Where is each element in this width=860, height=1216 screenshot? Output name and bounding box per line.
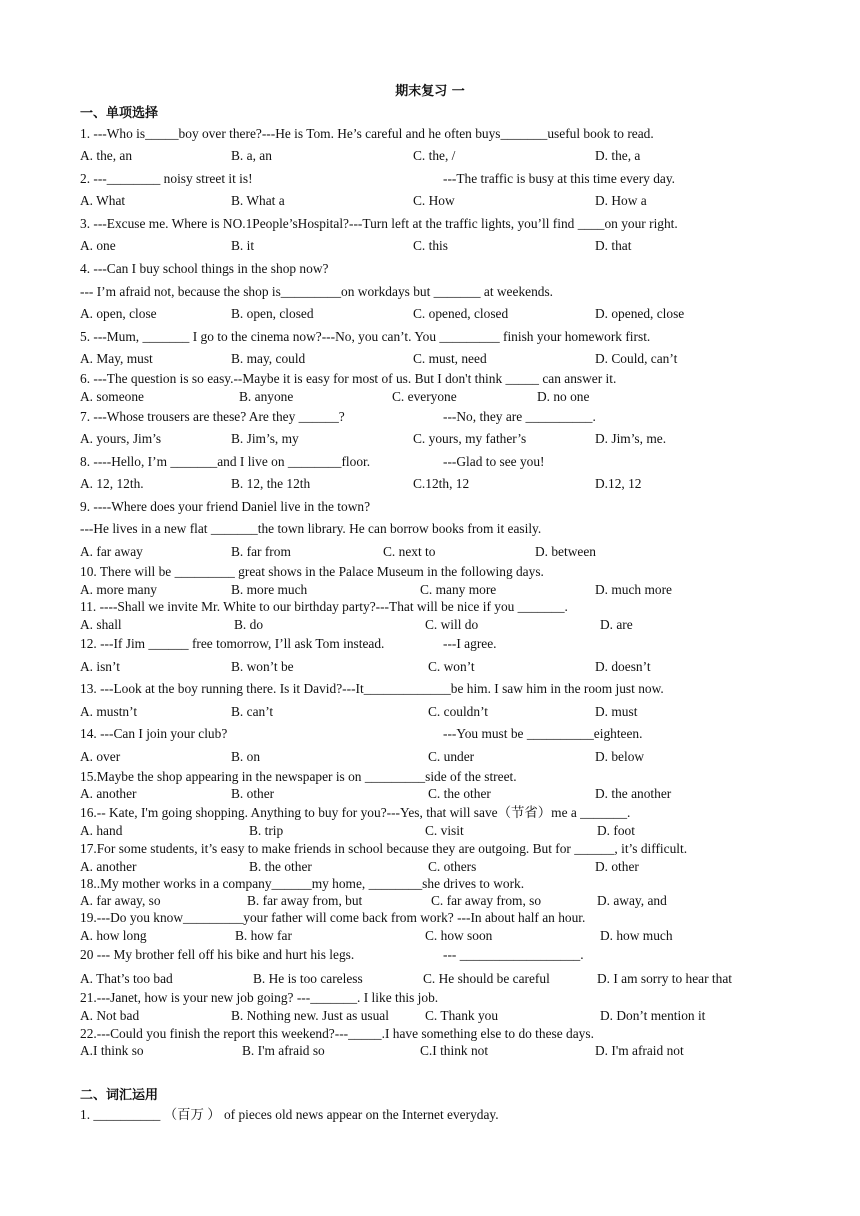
question-17-option-d: D. other <box>595 859 639 874</box>
question-18-option-a: A. far away, so <box>80 893 161 908</box>
question-17-option-c: C. others <box>428 859 477 874</box>
question-7-option-a: A. yours, Jim’s <box>80 431 162 446</box>
question-3-option-a: A. one <box>80 238 116 253</box>
question-2-option-b: B. What a <box>231 193 285 208</box>
question-19-line-1: 19.---Do you know_________your father will come back from work? ---In about half an hour. <box>80 910 586 925</box>
question-12-option-d: D. doesn’t <box>595 659 651 674</box>
question-1-option-d: D. the, a <box>595 148 641 163</box>
question-16-option-c: C. visit <box>425 823 464 838</box>
section-heading-vocabulary: 二、词汇运用 <box>80 1088 159 1103</box>
question-3-option-c: C. this <box>413 238 448 253</box>
vocab-question: 1. __________ （百万 ） of pieces old news appear on the Internet everyday. <box>80 1107 499 1122</box>
question-13-option-a: A. mustn’t <box>80 704 138 719</box>
question-21-option-b: B. Nothing new. Just as usual <box>231 1008 389 1023</box>
question-8-option-c: C.12th, 12 <box>413 476 470 491</box>
question-20-reply: --- __________________. <box>443 947 584 962</box>
question-20-line-1: 20 --- My brother fell off his bike and hurt his legs. <box>80 947 355 962</box>
question-21-option-d: D. Don’t mention it <box>600 1008 706 1023</box>
question-18-option-c: C. far away from, so <box>431 893 542 908</box>
question-9-option-a: A. far away <box>80 544 143 559</box>
question-14-reply: ---You must be __________eighteen. <box>443 726 643 741</box>
question-3-option-d: D. that <box>595 238 632 253</box>
question-4-line-2: --- I’m afraid not, because the shop is_________on workdays but _______ at weekends. <box>80 284 554 299</box>
question-12-option-c: C. won’t <box>428 659 475 674</box>
question-17-line-1: 17.For some students, it’s easy to make friends in school because they are outgoing. But for ______, it’s difficult. <box>80 841 688 856</box>
question-19-option-c: C. how soon <box>425 928 493 943</box>
question-5-option-b: B. may, could <box>231 351 306 366</box>
question-15-option-c: C. the other <box>428 786 491 801</box>
question-4-option-b: B. open, closed <box>231 306 314 321</box>
question-9-option-c: C. next to <box>383 544 436 559</box>
question-2-option-c: C. How <box>413 193 455 208</box>
question-17-option-a: A. another <box>80 859 137 874</box>
question-9-line-2: ---He lives in a new flat _______the town library. He can borrow books from it easily. <box>80 521 542 536</box>
question-12-reply: ---I agree. <box>443 636 497 651</box>
question-20-option-c: C. He should be careful <box>423 971 550 986</box>
question-10-option-c: C. many more <box>420 582 497 597</box>
question-14-option-b: B. on <box>231 749 261 764</box>
question-20-option-b: B. He is too careless <box>253 971 363 986</box>
question-11-option-a: A. shall <box>80 617 122 632</box>
question-13-option-d: D. must <box>595 704 638 719</box>
question-20-option-a: A. That’s too bad <box>80 971 173 986</box>
question-22-option-c: C.I think not <box>420 1043 489 1058</box>
question-6-option-b: B. anyone <box>239 389 294 404</box>
question-5-option-d: D. Could, can’t <box>595 351 678 366</box>
question-15-line-1: 15.Maybe the shop appearing in the newspaper is on _________side of the street. <box>80 769 517 784</box>
question-22-line-1: 22.---Could you finish the report this weekend?---_____.I have something else to do these days. <box>80 1026 594 1041</box>
question-9-line-1: 9. ----Where does your friend Daniel live in the town? <box>80 499 371 514</box>
question-10-option-d: D. much more <box>595 582 672 597</box>
question-22-option-d: D. I'm afraid not <box>595 1043 684 1058</box>
question-1-option-b: B. a, an <box>231 148 272 163</box>
question-16-option-b: B. trip <box>249 823 284 838</box>
question-19-option-b: B. how far <box>235 928 292 943</box>
question-11-option-c: C. will do <box>425 617 479 632</box>
question-13-option-c: C. couldn’t <box>428 704 489 719</box>
question-19-option-d: D. how much <box>600 928 673 943</box>
question-10-line-1: 10. There will be _________ great shows in the Palace Museum in the following days. <box>80 564 544 579</box>
question-10-option-b: B. more much <box>231 582 308 597</box>
question-2-option-a: A. What <box>80 193 126 208</box>
question-18-option-d: D. away, and <box>597 893 667 908</box>
question-21-option-c: C. Thank you <box>425 1008 499 1023</box>
question-5-option-a: A. May, must <box>80 351 153 366</box>
question-18-option-b: B. far away from, but <box>247 893 363 908</box>
question-5-line-1: 5. ---Mum, _______ I go to the cinema now?---No, you can’t. You _________ finish your homework first. <box>80 329 651 344</box>
question-2-line-1: 2. ---________ noisy street it is! <box>80 171 253 186</box>
question-1-option-c: C. the, / <box>413 148 456 163</box>
question-16-option-a: A. hand <box>80 823 123 838</box>
question-7-line-1: 7. ---Whose trousers are these? Are they ______? <box>80 409 345 424</box>
question-12-option-b: B. won’t be <box>231 659 294 674</box>
question-8-line-1: 8. ----Hello, I’m _______and I live on ________floor. <box>80 454 371 469</box>
question-16-option-d: D. foot <box>597 823 635 838</box>
question-6-option-d: D. no one <box>537 389 590 404</box>
question-8-reply: ---Glad to see you! <box>443 454 545 469</box>
question-14-option-a: A. over <box>80 749 121 764</box>
question-8-option-d: D.12, 12 <box>595 476 642 491</box>
question-12-option-a: A. isn’t <box>80 659 120 674</box>
question-16-line-1: 16.-- Kate, I'm going shopping. Anything to buy for you?---Yes, that will save（节省）me a _______. <box>80 805 631 820</box>
question-4-option-d: D. opened, close <box>595 306 685 321</box>
question-11-option-d: D. are <box>600 617 633 632</box>
question-13-line-1: 13. ---Look at the boy running there. Is it David?---It_____________be him. I saw him in the room just now. <box>80 681 664 696</box>
question-1-option-a: A. the, an <box>80 148 133 163</box>
section-heading-multiple-choice: 一、单项选择 <box>80 106 159 121</box>
question-13-option-b: B. can’t <box>231 704 274 719</box>
question-11-option-b: B. do <box>234 617 264 632</box>
question-5-option-c: C. must, need <box>413 351 487 366</box>
question-2-option-d: D. How a <box>595 193 647 208</box>
question-18-line-1: 18..My mother works in a company______my home, ________she drives to work. <box>80 876 525 891</box>
question-7-reply: ---No, they are __________. <box>443 409 596 424</box>
question-15-option-a: A. another <box>80 786 137 801</box>
question-9-option-b: B. far from <box>231 544 291 559</box>
question-11-line-1: 11. ----Shall we invite Mr. White to our birthday party?---That will be nice if you _______. <box>80 599 568 614</box>
question-7-option-b: B. Jim’s, my <box>231 431 299 446</box>
question-14-line-1: 14. ---Can I join your club? <box>80 726 228 741</box>
question-8-option-a: A. 12, 12th. <box>80 476 144 491</box>
question-6-option-c: C. everyone <box>392 389 457 404</box>
question-22-option-a: A.I think so <box>80 1043 144 1058</box>
question-3-line-1: 3. ---Excuse me. Where is NO.1People’sHospital?---Turn left at the traffic lights, you’ll find ____on your right. <box>80 216 678 231</box>
question-7-option-c: C. yours, my father’s <box>413 431 527 446</box>
page-title: 期末复习 一 <box>395 84 465 99</box>
question-7-option-d: D. Jim’s, me. <box>595 431 667 446</box>
question-1-line-1: 1. ---Who is_____boy over there?---He is Tom. He’s careful and he often buys_______useful book to read. <box>80 126 654 141</box>
question-6-option-a: A. someone <box>80 389 144 404</box>
question-17-option-b: B. the other <box>249 859 312 874</box>
question-9-option-d: D. between <box>535 544 596 559</box>
question-3-option-b: B. it <box>231 238 255 253</box>
question-4-line-1: 4. ---Can I buy school things in the shop now? <box>80 261 329 276</box>
question-22-option-b: B. I'm afraid so <box>242 1043 325 1058</box>
question-12-line-1: 12. ---If Jim ______ free tomorrow, I’ll ask Tom instead. <box>80 636 385 651</box>
question-2-reply: ---The traffic is busy at this time every day. <box>443 171 676 186</box>
question-6-line-1: 6. ---The question is so easy.--Maybe it is easy for most of us. But I don't think _____ can answer it. <box>80 371 617 386</box>
question-10-option-a: A. more many <box>80 582 157 597</box>
question-21-line-1: 21.---Janet, how is your new job going? ---_______. I like this job. <box>80 990 439 1005</box>
question-21-option-a: A. Not bad <box>80 1008 140 1023</box>
question-20-option-d: D. I am sorry to hear that <box>597 971 732 986</box>
question-14-option-d: D. below <box>595 749 645 764</box>
question-15-option-b: B. other <box>231 786 275 801</box>
question-19-option-a: A. how long <box>80 928 147 943</box>
question-8-option-b: B. 12, the 12th <box>231 476 311 491</box>
question-15-option-d: D. the another <box>595 786 672 801</box>
question-14-option-c: C. under <box>428 749 475 764</box>
question-4-option-a: A. open, close <box>80 306 157 321</box>
question-4-option-c: C. opened, closed <box>413 306 509 321</box>
